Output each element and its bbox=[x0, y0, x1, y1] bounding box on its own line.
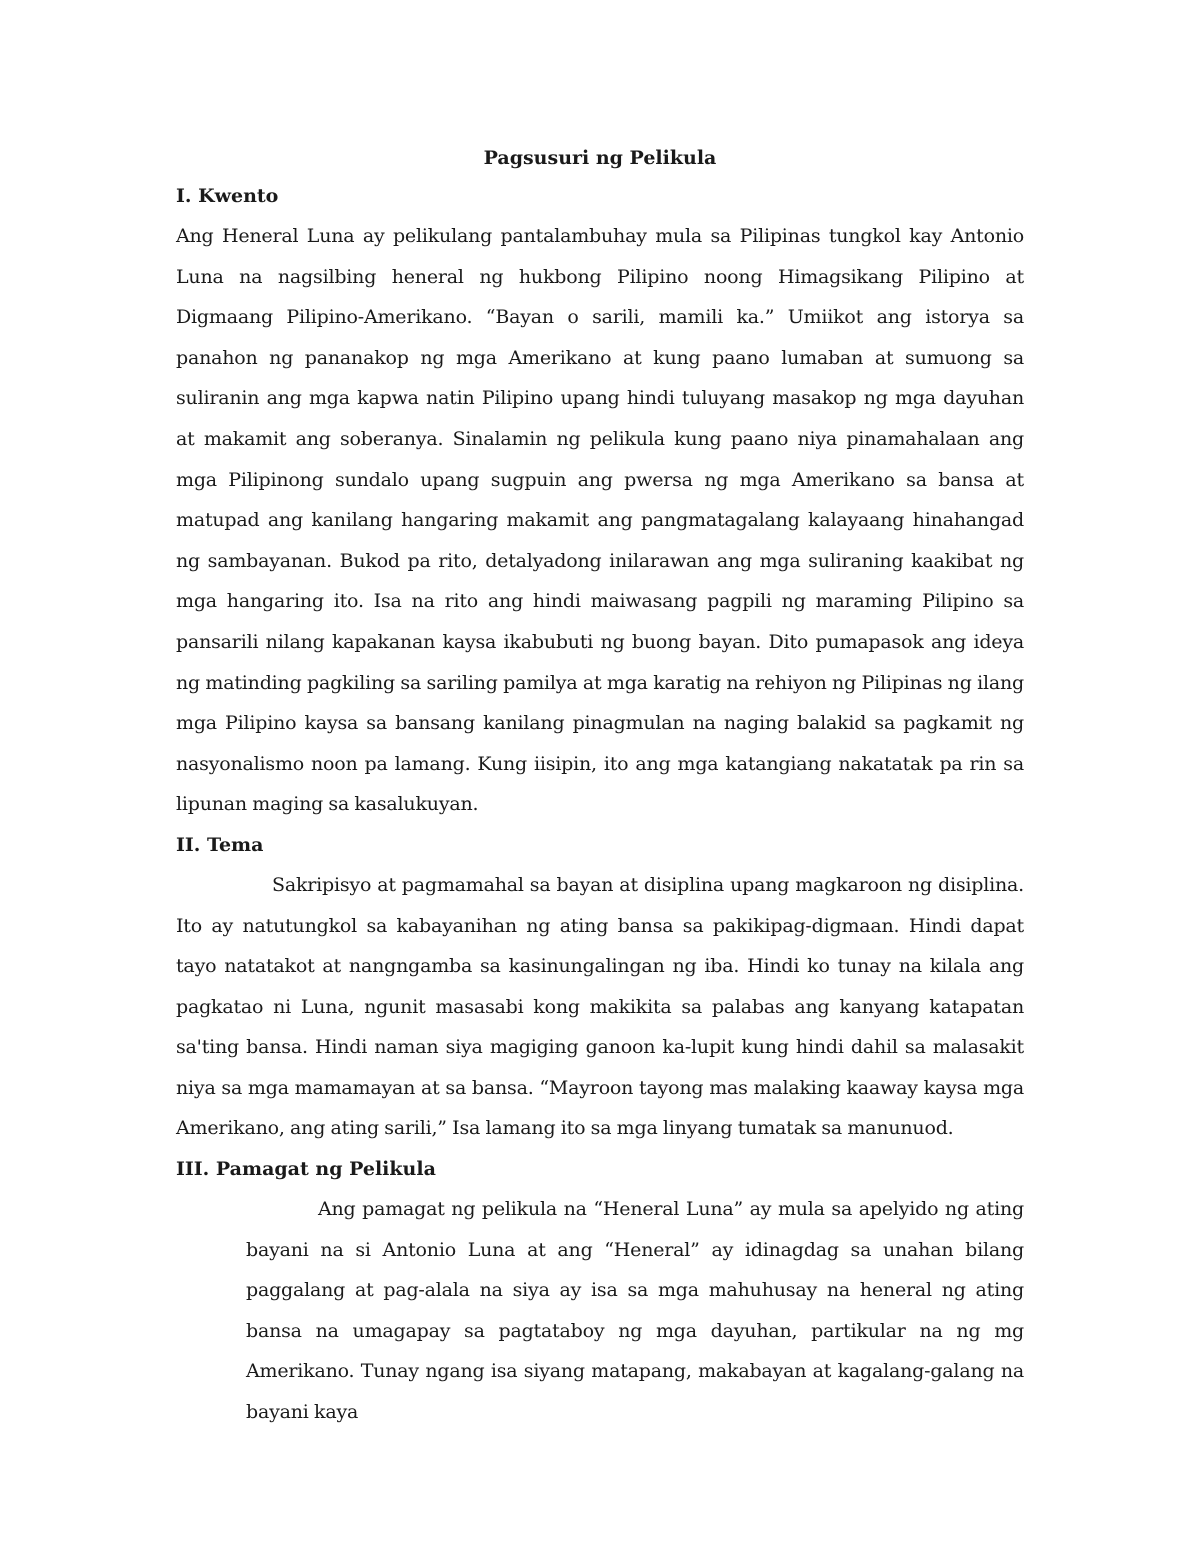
section-paragraph-tema: Sakripisyo at pagmamahal sa bayan at disiplina upang magkaroon ng disiplina. Ito ay natutungkol sa kabayanihan ng ating bansa sa pakikipag-digmaan. Hindi dapat tayo natatakot at nangngamba sa kasinungalingan ng iba. Hindi ko tunay na kilala ang pagkatao ni Luna, ngunit masasabi kong makikita sa palabas ang kanyang katapatan sa'ting bansa. Hindi naman siya magiging ganoon ka-lupit kung hindi dahil sa malasakit niya sa mga mamamayan at sa bansa. “Mayroon tayong mas malaking kaaway kaysa mga Amerikano, ang ating sarili,” Isa lamang ito sa mga linyang tumatak sa manunuod. bbox=[176, 873, 1024, 1140]
section-paragraph-kwento: Ang Heneral Luna ay pelikulang pantalambuhay mula sa Pilipinas tungkol kay Antonio Luna na nagsilbing heneral ng hukbong Pilipino noong Himagsikang Pilipino at Digmaang Pilipino-Amerikano. “Bayan o sarili, mamili ka.” Umiikot ang istorya sa panahon ng pananakop ng mga Amerikano at kung paano lumaban at sumuong sa suliranin ang mga kapwa natin Pilipino upang hindi tuluyang masakop ng mga dayuhan at makamit ang soberanya. Sinalamin ng pelikula kung paano niya pinamahalaan ang mga Pilipinong sundalo upang sugpuin ang pwersa ng mga Amerikano sa bansa at matupad ang kanilang hangaring makamit ang pangmatagalang kalayaang hinahangad ng sambayanan. Bukod pa rito, detalyadong inilarawan ang mga suliraning kaakibat ng mga hangaring ito. Isa na rito ang hindi maiwasang pagpili ng maraming Pilipino sa pansarili nilang kapakanan kaysa ikabubuti ng buong bayan. Dito pumapasok ang ideya ng matinding pagkiling sa sariling pamilya at mga karatig na rehiyon ng Pilipinas ng ilang mga Pilipino kaysa sa bansang kanilang pinagmulan na naging balakid sa pagkamit ng nasyonalismo noon pa lamang. Kung iisipin, ito ang mga katangiang nakatatak pa rin sa lipunan maging sa kasalukuyan. bbox=[176, 225, 1024, 816]
section-heading-tema: II. Tema bbox=[176, 833, 264, 856]
document-page bbox=[176, 140, 1024, 1433]
section-paragraph-pamagat: Ang pamagat ng pelikula na “Heneral Luna” ay mula sa apelyido ng ating bayani na si Antonio Luna at ang “Heneral” ay idinagdag sa unahan bilang paggalang at pag-alala na siya ay isa sa mga mahuhusay na heneral ng ating bansa na umagapay sa pagtataboy ng mga dayuhan, partikular na ng mg Amerikano. Tunay ngang isa siyang matapang, makabayan at kagalang-galang na bayani kaya bbox=[246, 1198, 1024, 1424]
section-heading-kwento: I. Kwento bbox=[176, 185, 279, 207]
section-heading-pamagat: III. Pamagat ng Pelikula bbox=[176, 1158, 436, 1181]
document-title: Pagsusuri ng Pelikula bbox=[483, 147, 717, 169]
